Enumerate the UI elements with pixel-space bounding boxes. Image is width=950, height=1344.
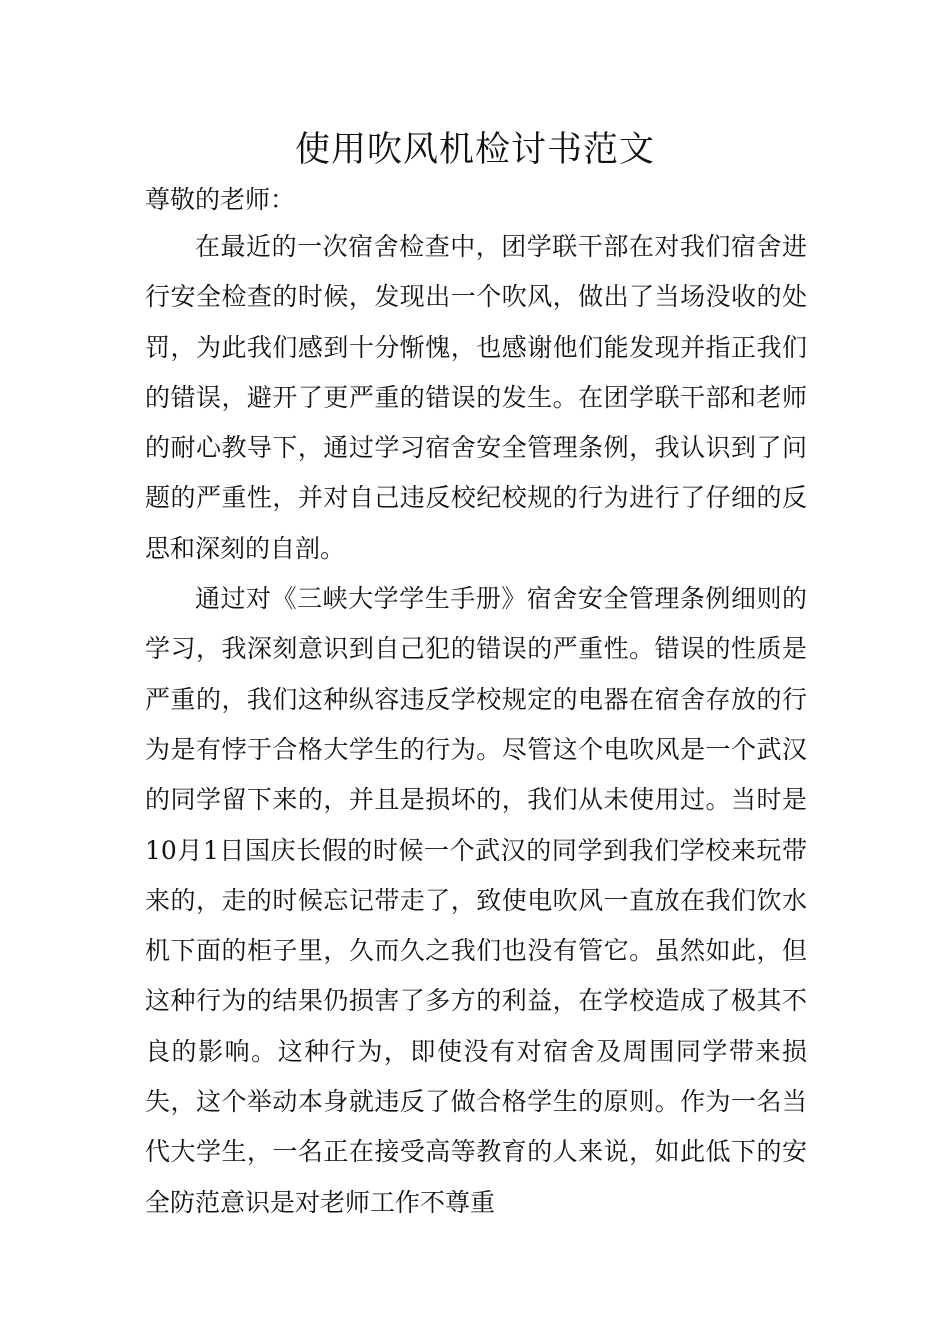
document-body bbox=[145, 222, 807, 1228]
paragraph: 通过对《三峡大学学生手册》宿舍安全管理条例细则的学习，我深刻意识到自己犯的错误的严重性。错误的性质是严重的，我们这种纵容违反学校规定的电器在宿舍存放的行为是有悖于合格大学生的行为。尽管这个电吹风是一个武汉的同学留下来的，并且是损坏的，我们从未使用过。当时是10月1日国庆长假的时候一个武汉的同学到我们学校来玩带来的，走的时候忘记带走了，致使电吹风一直放在我们饮水机下面的柜子里，久而久之我们也没有管它。虽然如此，但这种行为的结果仍损害了多方的利益，在学校造成了极其不良的影响。这种行为，即使没有对宿舍及周围同学带来损失，这个举动本身就违反了做合格学生的原则。作为一名当代大学生，一名正在接受高等教育的人来说，如此低下的安全防范意识是对老师工作不尊重 bbox=[145, 584, 807, 1217]
document-title: 使用吹风机检讨书范文 bbox=[294, 130, 655, 170]
paragraph: 在最近的一次宿舍检查中，团学联干部在对我们宿舍进行安全检查的时候，发现出一个吹风，做出了当场没收的处罚，为此我们感到十分惭愧，也感谢他们能发现并指正我们的错误，避开了更严重的错误的发生。在团学联干部和老师的耐心教导下，通过学习宿舍安全管理条例，我认识到了问题的严重性，并对自己违反校纪校规的行为进行了仔细的反思和深刻的自剖。 bbox=[145, 232, 807, 563]
salutation: 尊敬的老师： bbox=[145, 185, 296, 214]
